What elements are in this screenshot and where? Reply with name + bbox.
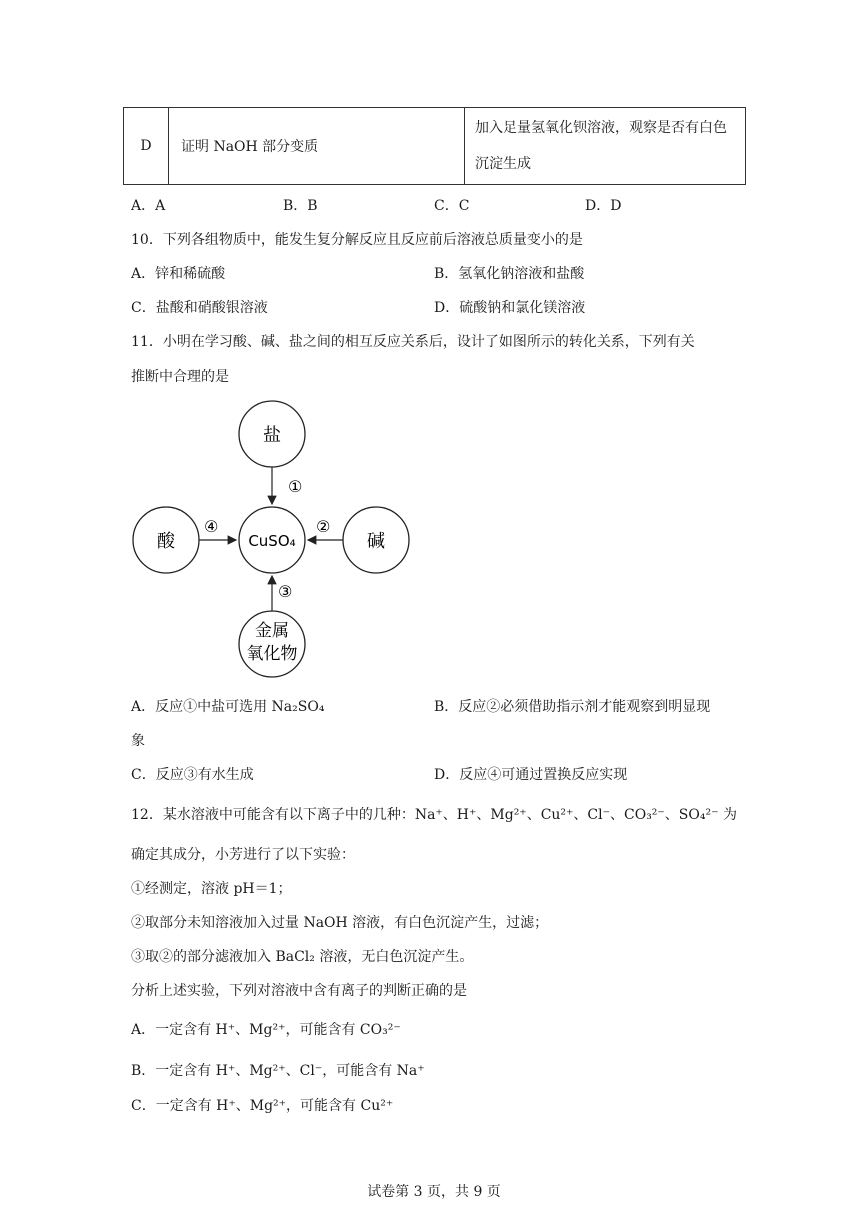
q12-step-2: ②取部分未知溶液加入过量 NaOH 溶液，有白色沉淀产生，过滤；	[131, 915, 549, 931]
q12-option-a: A．一定含有 H⁺、Mg²⁺，可能含有 CO₃²⁻	[131, 1022, 401, 1038]
q12-stem-line-1: 12．某水溶液中可能含有以下离子中的几种：Na⁺、H⁺、Mg²⁺、Cu²⁺、Cl⁻、CO₃²⁻、SO₄²⁻ 为	[131, 807, 737, 823]
page-footer: 试卷第 3 页，共 9 页	[367, 1184, 501, 1200]
method-line-1: 加入足量氢氧化钡溶液，观察是否有白色	[475, 120, 727, 136]
q11-stem-line-2: 推断中合理的是	[131, 369, 229, 385]
metal-oxide-label-1: 金属	[255, 621, 289, 641]
q10-option-a: A．锌和稀硫酸	[131, 266, 226, 282]
q12-option-c: C．一定含有 H⁺、Mg²⁺，可能含有 Cu²⁺	[131, 1098, 394, 1114]
table-cell-purpose: 证明 NaOH 部分变质	[169, 108, 465, 185]
q11-option-b-line-1: B．反应②必须借助指示剂才能观察到明显现	[434, 699, 711, 715]
table-cell-label: D	[124, 108, 169, 185]
q10-option-d: D．硫酸钠和氯化镁溶液	[434, 300, 586, 316]
answer-table	[123, 107, 746, 185]
q11-option-a: A．反应①中盐可选用 Na₂SO₄	[131, 699, 325, 715]
reaction-number-2: ②	[316, 517, 331, 536]
q9-option-c: C．C	[434, 198, 470, 214]
q12-option-b: B．一定含有 H⁺、Mg²⁺、Cl⁻，可能含有 Na⁺	[131, 1063, 425, 1079]
method-line-2: 沉淀生成	[475, 156, 531, 172]
acid-label: 酸	[157, 531, 175, 552]
reaction-number-3: ③	[278, 582, 293, 601]
base-label: 碱	[367, 531, 385, 552]
table-cell-method	[465, 108, 746, 185]
conversion-diagram	[120, 400, 430, 690]
q11-option-c: C．反应③有水生成	[131, 767, 254, 783]
metal-oxide-label-2: 氧化物	[246, 644, 298, 664]
q12-step-1: ①经测定，溶液 pH＝1；	[131, 881, 292, 897]
table-row	[124, 108, 746, 185]
q10-option-b: B．氢氧化钠溶液和盐酸	[434, 266, 585, 282]
cuso4-label: CuSO₄	[248, 532, 296, 550]
salt-label: 盐	[263, 425, 281, 446]
q9-option-b: B．B	[283, 198, 318, 214]
q9-option-a: A．A	[131, 198, 166, 214]
q10-option-c: C．盐酸和硝酸银溶液	[131, 300, 268, 316]
q10-stem: 10．下列各组物质中，能发生复分解反应且反应前后溶液总质量变小的是	[131, 232, 583, 248]
q11-option-d: D．反应④可通过置换反应实现	[434, 767, 628, 783]
q12-analysis: 分析上述实验，下列对溶液中含有离子的判断正确的是	[131, 983, 467, 999]
q11-option-b-line-2: 象	[131, 733, 145, 749]
reaction-number-4: ④	[204, 517, 219, 536]
reaction-number-1: ①	[288, 477, 303, 496]
q12-stem-line-2: 确定其成分，小芳进行了以下实验：	[131, 847, 355, 863]
q11-stem-line-1: 11．小明在学习酸、碱、盐之间的相互反应关系后，设计了如图所示的转化关系，下列有关	[131, 334, 695, 350]
q12-step-3: ③取②的部分滤液加入 BaCl₂ 溶液，无白色沉淀产生。	[131, 949, 474, 965]
q9-option-d: D．D	[585, 198, 622, 214]
